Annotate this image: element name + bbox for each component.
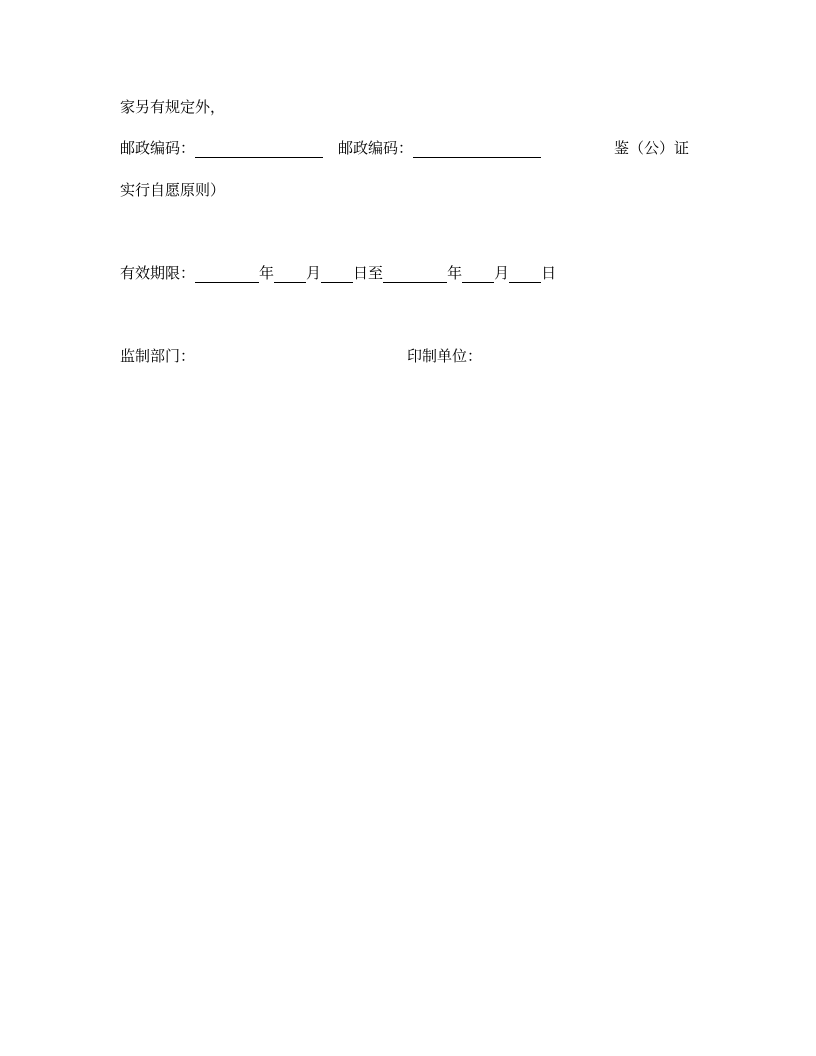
validity-year-unit: 年 <box>259 264 275 282</box>
validity-end-month-blank[interactable] <box>462 265 494 283</box>
postal-code-label-2: 邮政编码： <box>338 139 414 157</box>
validity-period-row <box>120 263 556 283</box>
notary-text <box>614 138 689 158</box>
text-line-3-content: 实行自愿原则） <box>120 181 226 199</box>
validity-day-to: 日至 <box>353 264 384 282</box>
validity-start-year-blank[interactable] <box>195 265 259 283</box>
validity-year2-unit: 年 <box>447 264 463 282</box>
validity-label: 有效期限： <box>120 264 196 282</box>
validity-start-month-blank[interactable] <box>274 265 306 283</box>
text-line-1 <box>120 97 225 117</box>
text-line-3 <box>120 180 225 200</box>
postal-code-label-1: 邮政编码： <box>120 139 196 157</box>
postal-code-blank-2[interactable] <box>413 140 541 158</box>
supervising-dept-row <box>120 346 195 366</box>
validity-end-year-blank[interactable] <box>383 265 447 283</box>
notary-text-content: 鉴（公）证 <box>614 139 690 157</box>
validity-day2-unit: 日 <box>541 264 557 282</box>
validity-end-day-blank[interactable] <box>509 265 541 283</box>
validity-month-unit: 月 <box>306 264 322 282</box>
validity-start-day-blank[interactable] <box>321 265 353 283</box>
postal-code-row <box>120 138 541 158</box>
printing-unit-row <box>407 346 482 366</box>
text-line-1-content: 家另有规定外， <box>120 98 226 116</box>
validity-month2-unit: 月 <box>494 264 510 282</box>
postal-code-blank-1[interactable] <box>195 140 323 158</box>
supervising-dept-label: 监制部门： <box>120 347 196 365</box>
printing-unit-label: 印制单位： <box>407 347 483 365</box>
